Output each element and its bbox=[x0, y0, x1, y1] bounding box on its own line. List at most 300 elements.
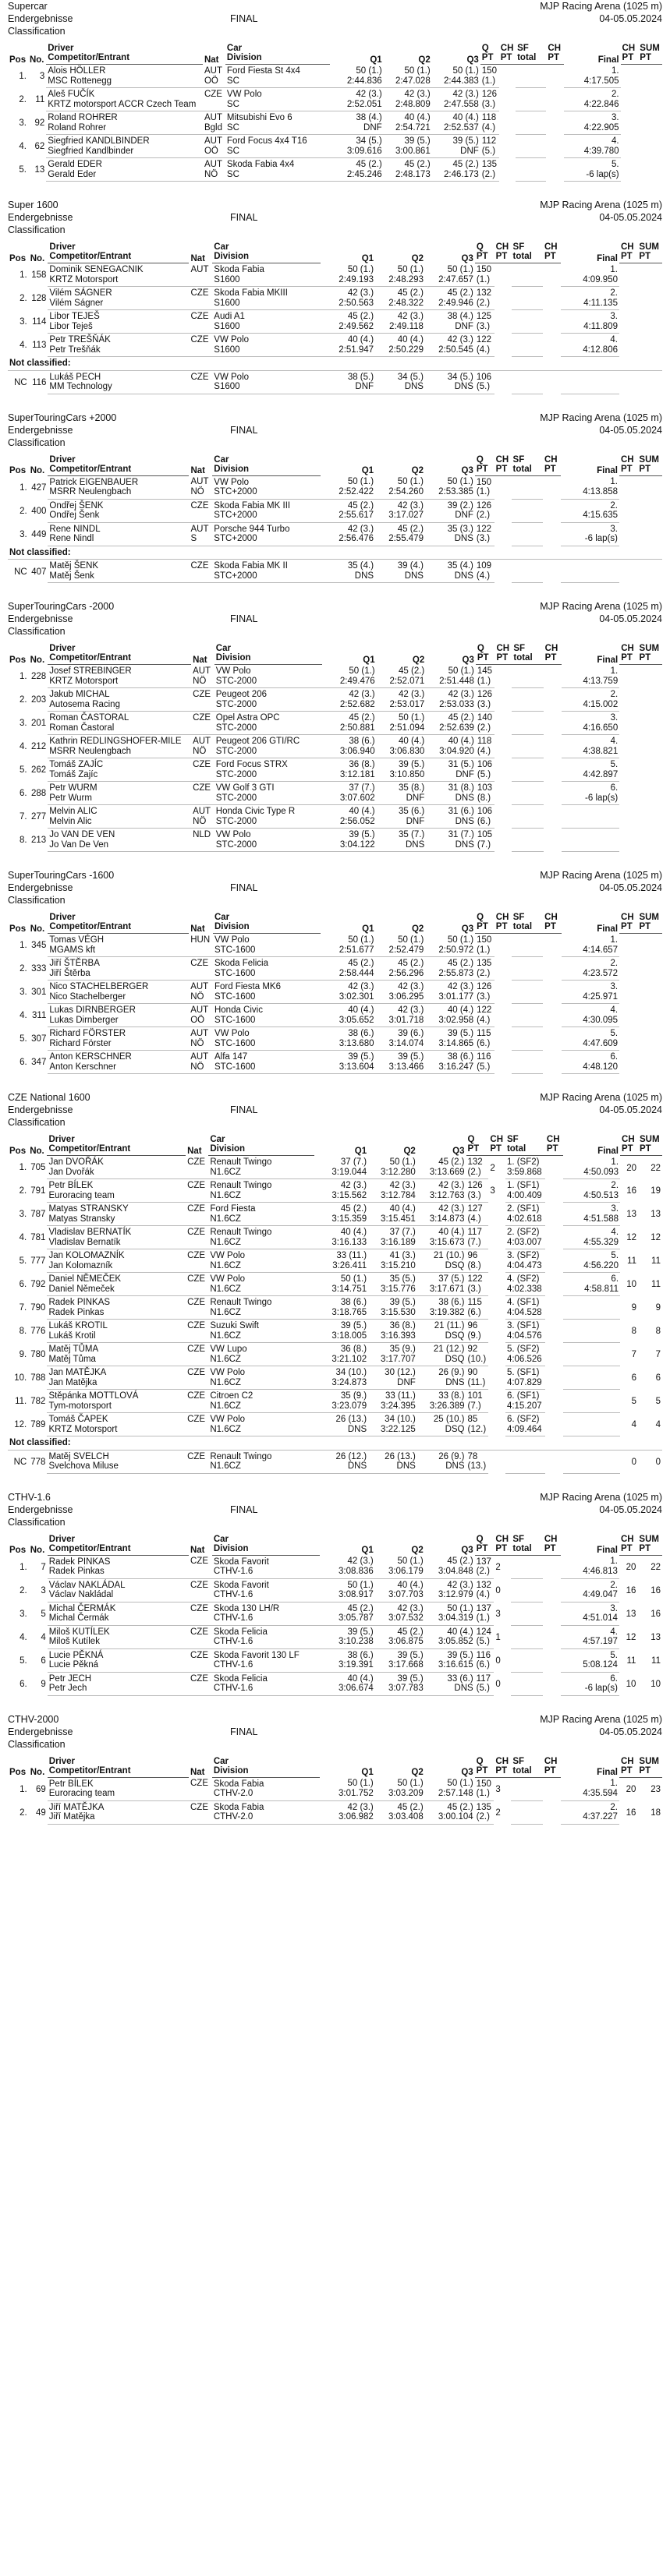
nationality: CZE bbox=[190, 959, 209, 968]
start-number: 791 bbox=[30, 1186, 46, 1196]
col-car: Car bbox=[214, 454, 229, 465]
col-ch: CH bbox=[490, 1135, 504, 1144]
start-number: 6 bbox=[41, 1655, 46, 1666]
q3-time: 3:14.873 bbox=[417, 1214, 466, 1226]
col-sum-pt: PT bbox=[637, 465, 662, 476]
driver-name: Jiří MATĚJKA bbox=[48, 1802, 105, 1812]
q1-points: 50 (1.) bbox=[347, 1779, 374, 1788]
final-time bbox=[561, 382, 619, 394]
ch2-points bbox=[545, 1320, 563, 1343]
ch-points bbox=[495, 688, 512, 712]
car-model: VW Polo bbox=[214, 935, 250, 945]
car-model: Renault Twingo bbox=[210, 1157, 272, 1167]
q-total: 126 bbox=[481, 90, 497, 99]
driver-name: Tomáš ČAPEK bbox=[48, 1415, 108, 1424]
q3-points: 50 (1.) bbox=[448, 666, 474, 676]
final-time bbox=[563, 1378, 620, 1390]
q-total: 101 bbox=[467, 1391, 483, 1401]
driver-name: Tomáš ZAJÍC bbox=[49, 760, 104, 769]
q-rank: (2.) bbox=[475, 511, 495, 522]
final-position: 6. bbox=[610, 783, 619, 793]
nationality: CZE bbox=[190, 500, 209, 511]
q1-time: 3:19.391 bbox=[320, 1660, 374, 1672]
q2-points: 34 (10.) bbox=[385, 1415, 416, 1424]
final-time: 5:08.124 bbox=[561, 1660, 619, 1672]
q3-time: 3:12.979 bbox=[425, 1590, 475, 1602]
q2-time: 3:00.861 bbox=[384, 147, 432, 158]
ch-points bbox=[488, 1413, 505, 1436]
q1-time: 2:51.677 bbox=[321, 945, 375, 957]
results-table bbox=[8, 241, 662, 394]
car-model: Suzuki Swift bbox=[210, 1321, 259, 1330]
final-position: 5. bbox=[611, 160, 619, 169]
q1-time: 2:52.422 bbox=[321, 487, 375, 499]
date-label: 04-05.05.2024 bbox=[599, 13, 662, 24]
table-row bbox=[8, 1203, 662, 1214]
q3-time: DNS bbox=[425, 571, 475, 583]
col-ch2: CH bbox=[546, 1135, 560, 1144]
col-ch-pt: PT bbox=[495, 922, 512, 934]
q-total: 150 bbox=[481, 66, 497, 76]
q-rank: (5.) bbox=[475, 382, 495, 394]
q-rank: (12.) bbox=[466, 1425, 489, 1436]
competitor-name: Radek Pinkas bbox=[48, 1567, 189, 1578]
driver-name: Lukas DIRNBERGER bbox=[49, 1005, 136, 1015]
semifinal-time bbox=[505, 1461, 545, 1473]
semifinal-result bbox=[516, 65, 546, 76]
q-rank: (5.) bbox=[475, 1062, 495, 1074]
semifinal-time bbox=[512, 1016, 543, 1027]
start-number: 778 bbox=[30, 1458, 46, 1467]
col-ch3: CH bbox=[621, 913, 634, 922]
table-row bbox=[8, 782, 662, 793]
q-rank: (8.) bbox=[466, 1261, 489, 1273]
start-number: 345 bbox=[31, 941, 47, 951]
col-ch2-pt: PT bbox=[544, 653, 562, 665]
division: CTHV-1.6 bbox=[212, 1684, 321, 1695]
semifinal-result bbox=[512, 735, 543, 747]
q2-time: 3:06.179 bbox=[375, 1567, 425, 1578]
final-time bbox=[563, 1331, 620, 1343]
col-driver: Driver bbox=[48, 44, 74, 53]
q2-time: 3:06.830 bbox=[377, 747, 427, 758]
start-number: 203 bbox=[31, 695, 47, 705]
status-label: FINAL bbox=[230, 1504, 258, 1515]
q3-points: 38 (4.) bbox=[447, 312, 473, 321]
col-nat: Nat bbox=[190, 924, 205, 934]
q-rank: (3.) bbox=[475, 992, 495, 1004]
results-table bbox=[8, 454, 662, 584]
section-subheader bbox=[8, 882, 662, 894]
q3-time: 2:47.558 bbox=[432, 100, 480, 111]
q2-time: 2:54.721 bbox=[384, 123, 432, 135]
ch-final-points: 8 bbox=[631, 1327, 636, 1337]
q2-time: 3:17.707 bbox=[368, 1355, 417, 1366]
table-row-sub bbox=[8, 969, 662, 981]
table-row-sub bbox=[8, 1261, 662, 1273]
car-model: Ford Fiesta MK6 bbox=[214, 982, 281, 991]
sum-points bbox=[637, 370, 662, 394]
table-row bbox=[8, 135, 662, 147]
q3-points: 38 (6.) bbox=[438, 1298, 465, 1307]
section-gap bbox=[0, 1696, 670, 1713]
col-final: Final bbox=[597, 655, 619, 665]
section-header bbox=[8, 1491, 662, 1504]
ch-points bbox=[495, 735, 512, 758]
col-ch2: CH bbox=[544, 1756, 558, 1766]
col-q3: Q3 bbox=[461, 1768, 473, 1777]
q3-time: DNS bbox=[417, 1378, 466, 1390]
semifinal-result bbox=[505, 1450, 545, 1461]
q1-time: 3:04.122 bbox=[322, 840, 377, 852]
division: STC+2000 bbox=[212, 534, 320, 546]
semifinal-result bbox=[516, 158, 546, 170]
semifinal-result bbox=[511, 1800, 543, 1812]
q-rank: (8.) bbox=[476, 793, 495, 805]
division: STC-1600 bbox=[213, 1016, 321, 1027]
col-final: Final bbox=[597, 55, 619, 65]
ch-points bbox=[495, 805, 512, 829]
q3-time: 2:44.383 bbox=[432, 76, 480, 88]
ch-final-points: 16 bbox=[626, 1186, 636, 1196]
division: STC-1600 bbox=[213, 1062, 321, 1074]
col-sf-total: total bbox=[512, 653, 543, 665]
q3-time: 2:57.148 bbox=[425, 1789, 475, 1800]
q1-time: 3:06.674 bbox=[320, 1684, 374, 1695]
ch2-points bbox=[546, 111, 564, 135]
q-rank: (3.) bbox=[466, 1284, 489, 1296]
semifinal-result: 4. (SF2) bbox=[506, 1274, 540, 1284]
table-row bbox=[8, 758, 662, 770]
table-row bbox=[8, 1004, 662, 1016]
col-pos: Pos bbox=[9, 1546, 27, 1555]
ch2-points bbox=[543, 1625, 561, 1648]
q3-time: DNF bbox=[426, 770, 476, 782]
status-label: FINAL bbox=[230, 613, 258, 624]
table-row bbox=[8, 1450, 662, 1461]
ch-final-points bbox=[621, 88, 639, 111]
q3-points: 38 (6.) bbox=[447, 1052, 474, 1062]
car-model: Skoda Fabia 4x4 bbox=[226, 160, 295, 169]
q3-points: 45 (2.) bbox=[452, 160, 479, 169]
division: N1.6CZ bbox=[208, 1461, 314, 1473]
q2-points: 34 (5.) bbox=[397, 372, 424, 382]
col-ch3-pt: PT bbox=[619, 1544, 637, 1556]
division: SC bbox=[225, 147, 330, 158]
division: CTHV-1.6 bbox=[212, 1637, 321, 1648]
status-label: FINAL bbox=[230, 1726, 258, 1737]
semifinal-result: 1. (SF1) bbox=[506, 1181, 540, 1190]
semifinal-time: 4:02.618 bbox=[505, 1214, 545, 1226]
ch-points bbox=[488, 1366, 505, 1390]
q-total: 90 bbox=[467, 1368, 478, 1377]
ch-final-points bbox=[619, 758, 637, 782]
semifinal-result: 2. (SF1) bbox=[506, 1204, 540, 1214]
region bbox=[191, 770, 214, 782]
sum-points bbox=[637, 310, 662, 334]
semifinal-result bbox=[512, 310, 543, 322]
table-row bbox=[8, 981, 662, 992]
ch2-points bbox=[545, 1366, 563, 1390]
col-final: Final bbox=[597, 924, 619, 934]
q-total: 78 bbox=[467, 1451, 478, 1461]
position: 3. bbox=[19, 988, 27, 998]
col-sf-total: total bbox=[512, 922, 543, 934]
classification-label: Classification bbox=[8, 436, 66, 448]
ch-points bbox=[495, 712, 512, 735]
semifinal-result: 3. (SF1) bbox=[506, 1321, 540, 1330]
col-sum-pt: PT bbox=[637, 252, 662, 263]
date-label: 04-05.05.2024 bbox=[599, 212, 662, 223]
table-row bbox=[8, 65, 662, 76]
q3-time: 3:26.389 bbox=[417, 1401, 466, 1413]
start-number: 13 bbox=[34, 165, 45, 175]
sum-points bbox=[637, 981, 662, 1004]
ch2-points bbox=[543, 1051, 561, 1074]
q-rank: (10.) bbox=[466, 1355, 489, 1366]
q3-points: 42 (3.) bbox=[447, 982, 474, 991]
q2-points: 42 (3.) bbox=[397, 312, 424, 321]
table-row-sub bbox=[8, 1331, 662, 1343]
q2-points: 40 (4.) bbox=[404, 113, 431, 122]
q1-time: 3:16.133 bbox=[314, 1238, 368, 1249]
col-driver: Driver bbox=[49, 644, 76, 653]
driver-name: Petr BÍLEK bbox=[48, 1779, 94, 1789]
col-sf: SF bbox=[517, 44, 529, 53]
ch2-points bbox=[543, 334, 561, 357]
section-subheader bbox=[8, 613, 662, 625]
q-total: 96 bbox=[467, 1251, 478, 1260]
nationality: CZE bbox=[187, 1451, 206, 1461]
final-time: 4:56.220 bbox=[563, 1261, 620, 1273]
competitor-name: KRTZ motorsport ACCR Czech Team bbox=[46, 100, 203, 111]
competitor-name: Euroracing team bbox=[48, 1789, 189, 1800]
table-row-sub bbox=[8, 1238, 662, 1249]
semifinal-time bbox=[512, 992, 543, 1004]
class-title: SuperTouringCars -1600 bbox=[8, 870, 115, 881]
position: NC bbox=[14, 378, 27, 387]
final-time: 4:37.227 bbox=[561, 1812, 619, 1824]
q3-points: 39 (5.) bbox=[452, 136, 479, 146]
position: 9. bbox=[19, 1350, 27, 1360]
q-rank: (4.) bbox=[475, 1016, 495, 1027]
q3-time: 3:01.177 bbox=[425, 992, 475, 1004]
q3-points: 50 (1.) bbox=[452, 65, 479, 76]
position: 3. bbox=[19, 1609, 27, 1619]
nationality: CZE bbox=[187, 1391, 206, 1401]
q1-time: 3:18.765 bbox=[314, 1308, 368, 1320]
start-number: 114 bbox=[32, 317, 47, 327]
col-driver: Driver bbox=[49, 454, 76, 465]
q1-time: 3:19.044 bbox=[314, 1168, 368, 1179]
q1-points: 50 (1.) bbox=[347, 477, 374, 486]
nationality: CZE bbox=[187, 1298, 206, 1307]
final-position: 4. bbox=[610, 737, 619, 746]
final-time: 4:11.809 bbox=[561, 322, 619, 334]
semifinal-result bbox=[512, 665, 543, 677]
q-rank: (3.) bbox=[466, 1191, 489, 1203]
final-time: -6 lap(s) bbox=[562, 793, 619, 805]
q-total: 116 bbox=[476, 1650, 491, 1660]
q1-time: 2:51.947 bbox=[321, 345, 375, 357]
car-model: Audi A1 bbox=[214, 312, 245, 321]
q3-points: 39 (5.) bbox=[447, 1650, 473, 1660]
section-subheader bbox=[8, 1104, 662, 1116]
col-sf: SF bbox=[512, 1534, 525, 1544]
division: N1.6CZ bbox=[208, 1401, 314, 1413]
start-number: 788 bbox=[30, 1373, 46, 1383]
q1-time: DNS bbox=[321, 571, 375, 583]
col-sf-total: total bbox=[511, 1766, 543, 1778]
q2-time: 2:55.479 bbox=[375, 534, 425, 546]
region bbox=[186, 1331, 208, 1343]
competitor-name: Nico Stachelberger bbox=[48, 992, 189, 1004]
table-row bbox=[8, 1602, 662, 1613]
q1-points: 50 (1.) bbox=[356, 65, 382, 76]
table-row bbox=[8, 1366, 662, 1378]
q2-points: 40 (4.) bbox=[397, 335, 424, 345]
q-rank: (6.) bbox=[466, 1308, 489, 1320]
col-q: Q bbox=[476, 1534, 484, 1544]
q-rank: (5.) bbox=[475, 1684, 495, 1695]
q2-points: 39 (4.) bbox=[397, 561, 424, 571]
col-q2: Q2 bbox=[403, 1146, 416, 1156]
q3-points: 39 (5.) bbox=[447, 1029, 474, 1038]
ch-final-points bbox=[619, 805, 637, 829]
final-position: 2. bbox=[611, 1181, 619, 1190]
q2-points: 39 (5.) bbox=[398, 1052, 424, 1062]
q1-points: 50 (1.) bbox=[347, 264, 374, 274]
final-time: 4:17.505 bbox=[564, 76, 620, 88]
q3-time: 3:04.319 bbox=[425, 1613, 475, 1625]
competitor-name: Richard Förster bbox=[48, 1039, 189, 1051]
nationality: CZE bbox=[187, 1321, 206, 1330]
competitor-name: MSRR Neulengbach bbox=[48, 747, 191, 758]
q2-points: 35 (6.) bbox=[399, 807, 425, 816]
position: 2. bbox=[19, 964, 27, 974]
col-q3: Q3 bbox=[461, 1546, 473, 1555]
ch2-points bbox=[544, 758, 562, 782]
position: 2. bbox=[19, 506, 27, 516]
division: N1.6CZ bbox=[208, 1331, 314, 1343]
q-rank: (4.) bbox=[480, 123, 499, 135]
ch2-points bbox=[546, 65, 564, 88]
q-rank: (2.) bbox=[475, 299, 495, 310]
q-rank: (4.) bbox=[466, 1214, 489, 1226]
col-car: Car bbox=[214, 913, 230, 922]
q1-points: 50 (1.) bbox=[349, 666, 375, 676]
q1-points: 45 (2.) bbox=[348, 959, 374, 968]
q1-time: 3:07.602 bbox=[322, 793, 377, 805]
semifinal-result bbox=[516, 135, 546, 147]
q1-points: 36 (8.) bbox=[340, 1345, 367, 1354]
ch2-points bbox=[545, 1450, 563, 1473]
q2-points: 42 (3.) bbox=[397, 1603, 424, 1613]
position: 1. bbox=[19, 672, 27, 682]
ch-points bbox=[495, 263, 512, 287]
division: STC-1600 bbox=[213, 945, 321, 957]
position: 3. bbox=[19, 1210, 27, 1220]
division: S1600 bbox=[212, 275, 320, 287]
q3-time: 2:52.639 bbox=[426, 723, 476, 735]
q1-points: 42 (3.) bbox=[347, 1557, 374, 1566]
semifinal-time bbox=[512, 345, 543, 357]
ch-final-points bbox=[619, 688, 637, 712]
car-model: Peugeot 206 GTI/RC bbox=[215, 737, 300, 746]
final-time: 4:48.120 bbox=[562, 1062, 619, 1074]
ch-points bbox=[495, 665, 512, 688]
driver-name: Stěpánka MOTTLOVÁ bbox=[48, 1391, 139, 1401]
venue-label: MJP Racing Arena (1025 m) bbox=[540, 412, 662, 423]
semifinal-result bbox=[512, 712, 543, 723]
final-position bbox=[563, 1390, 620, 1401]
q1-time: 3:05.787 bbox=[320, 1613, 374, 1625]
semifinal-result bbox=[512, 263, 543, 275]
table-row-sub bbox=[8, 1355, 662, 1366]
col-car: Car bbox=[210, 1135, 225, 1144]
col-ch2: CH bbox=[544, 913, 558, 922]
final-time: 4:13.858 bbox=[561, 487, 619, 499]
driver-name: Matyas STRANSKY bbox=[48, 1204, 129, 1214]
region bbox=[189, 382, 212, 394]
q-total: 96 bbox=[467, 1321, 478, 1330]
final-time: 4:13.759 bbox=[562, 677, 619, 688]
q2-points: 39 (5.) bbox=[397, 1650, 424, 1660]
q-total: 112 bbox=[481, 136, 497, 146]
q-total: 122 bbox=[476, 335, 492, 345]
table-row bbox=[8, 287, 662, 299]
competitor-name: Euroracing team bbox=[47, 1191, 186, 1203]
q3-points: 40 (4.) bbox=[448, 737, 474, 746]
ch-final-points bbox=[619, 735, 637, 758]
col-ch2-pt: PT bbox=[543, 1766, 561, 1778]
sum-points: 10 bbox=[651, 1679, 661, 1689]
q2-points: 50 (1.) bbox=[397, 1779, 424, 1788]
col-no: No. bbox=[30, 1768, 45, 1777]
q3-time: DNS bbox=[417, 1461, 466, 1473]
table-row-sub bbox=[8, 1284, 662, 1296]
q3-points: 21 (11.) bbox=[434, 1321, 465, 1330]
driver-name: Radek PINKAS bbox=[48, 1298, 111, 1307]
ch-final-points bbox=[619, 287, 637, 310]
position: 5. bbox=[19, 1256, 27, 1267]
sum-points: 16 bbox=[651, 1585, 661, 1595]
q-rank: (5.) bbox=[480, 147, 499, 158]
competitor-name: Petr Trešňák bbox=[48, 345, 189, 357]
col-q: Q bbox=[467, 1135, 475, 1144]
col-car: Car bbox=[214, 242, 229, 252]
q3-points: 42 (3.) bbox=[452, 90, 479, 99]
section-subheader bbox=[8, 1726, 662, 1738]
col-driver: Driver bbox=[49, 913, 76, 922]
start-number: 781 bbox=[30, 1233, 46, 1243]
ch-final-points bbox=[619, 957, 637, 981]
start-number: 449 bbox=[31, 529, 47, 539]
car-model: Renault Twingo bbox=[210, 1451, 272, 1461]
col-q1: Q1 bbox=[363, 655, 375, 665]
q-rank: (2.) bbox=[475, 1812, 495, 1824]
nationality: CZE bbox=[193, 783, 211, 793]
table-row bbox=[8, 712, 662, 723]
region bbox=[189, 322, 212, 334]
col-car: Car bbox=[213, 1756, 229, 1766]
ch-points bbox=[495, 310, 512, 334]
division: STC-2000 bbox=[214, 747, 322, 758]
division: STC-1600 bbox=[213, 992, 321, 1004]
status-label: FINAL bbox=[230, 882, 258, 893]
region bbox=[191, 793, 214, 805]
car-model: Renault Twingo bbox=[210, 1228, 272, 1237]
